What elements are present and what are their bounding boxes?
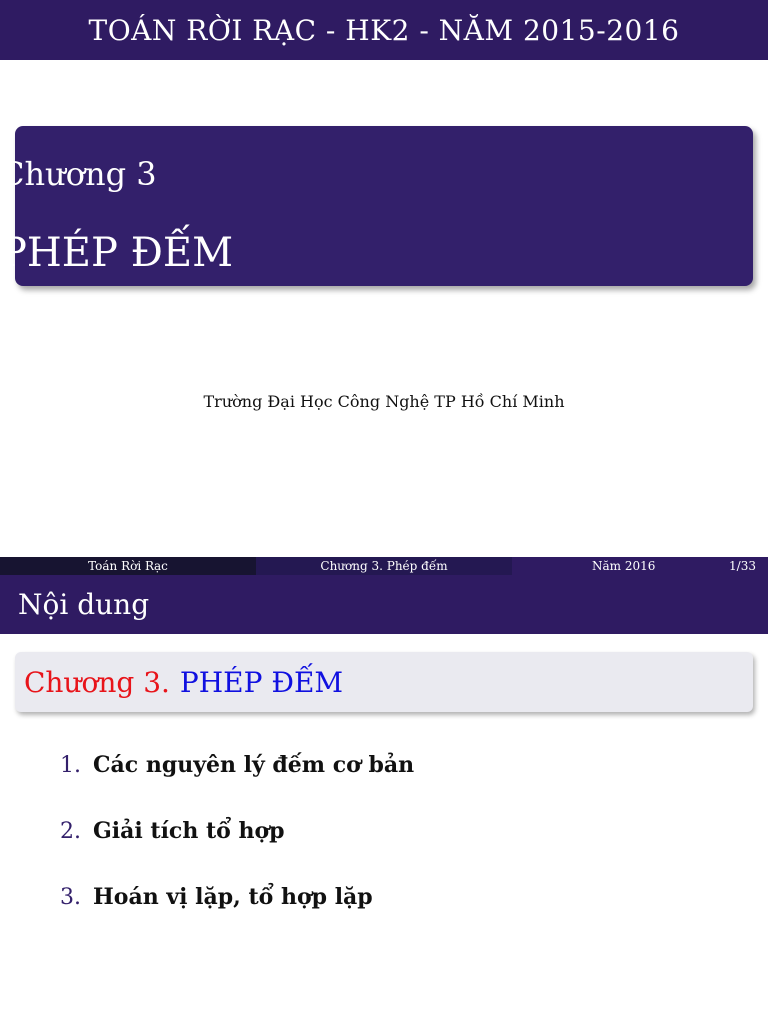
toc-item: [60, 752, 414, 818]
footer-course: [0, 557, 256, 575]
toc-item: [60, 884, 414, 950]
footer-chapter: [256, 557, 512, 575]
course-header-text: TOÁN RỜI RẠC - HK2 - NĂM 2015-2016: [88, 13, 680, 47]
toc-item-number: 2.: [60, 819, 81, 844]
toc-item: [60, 818, 414, 884]
institute-name: Trường Đại Học Công Nghệ TP Hồ Chí Minh: [203, 392, 565, 411]
footer-year: Năm 2016: [592, 559, 656, 573]
chapter-prefix: Chương 3.: [24, 665, 170, 699]
chapter-label: Chương 3: [0, 155, 157, 193]
toc-item-label: Hoán vị lặp, tổ hợp lặp: [93, 884, 373, 910]
section-title-bar: [0, 575, 768, 634]
page-number: 1/33: [729, 559, 756, 573]
toc-item-label: Giải tích tổ hợp: [93, 818, 285, 844]
toc-item-number: 1.: [60, 753, 81, 778]
chapter-name: PHÉP ĐẾM: [0, 230, 234, 276]
chapter-heading-name: PHÉP ĐẾM: [179, 665, 344, 699]
chapter-heading-box: [15, 652, 753, 712]
slide-footer: [0, 557, 768, 575]
footer-meta: [512, 557, 768, 575]
footer-course-text: Toán Rời Rạc: [88, 559, 168, 573]
toc-item-number: 3.: [60, 885, 81, 910]
section-title: Nội dung: [18, 588, 150, 621]
footer-chapter-text: Chương 3. Phép đếm: [320, 559, 448, 573]
course-header: [0, 0, 768, 60]
toc-item-label: Các nguyên lý đếm cơ bản: [93, 752, 415, 778]
table-of-contents: [60, 752, 414, 950]
